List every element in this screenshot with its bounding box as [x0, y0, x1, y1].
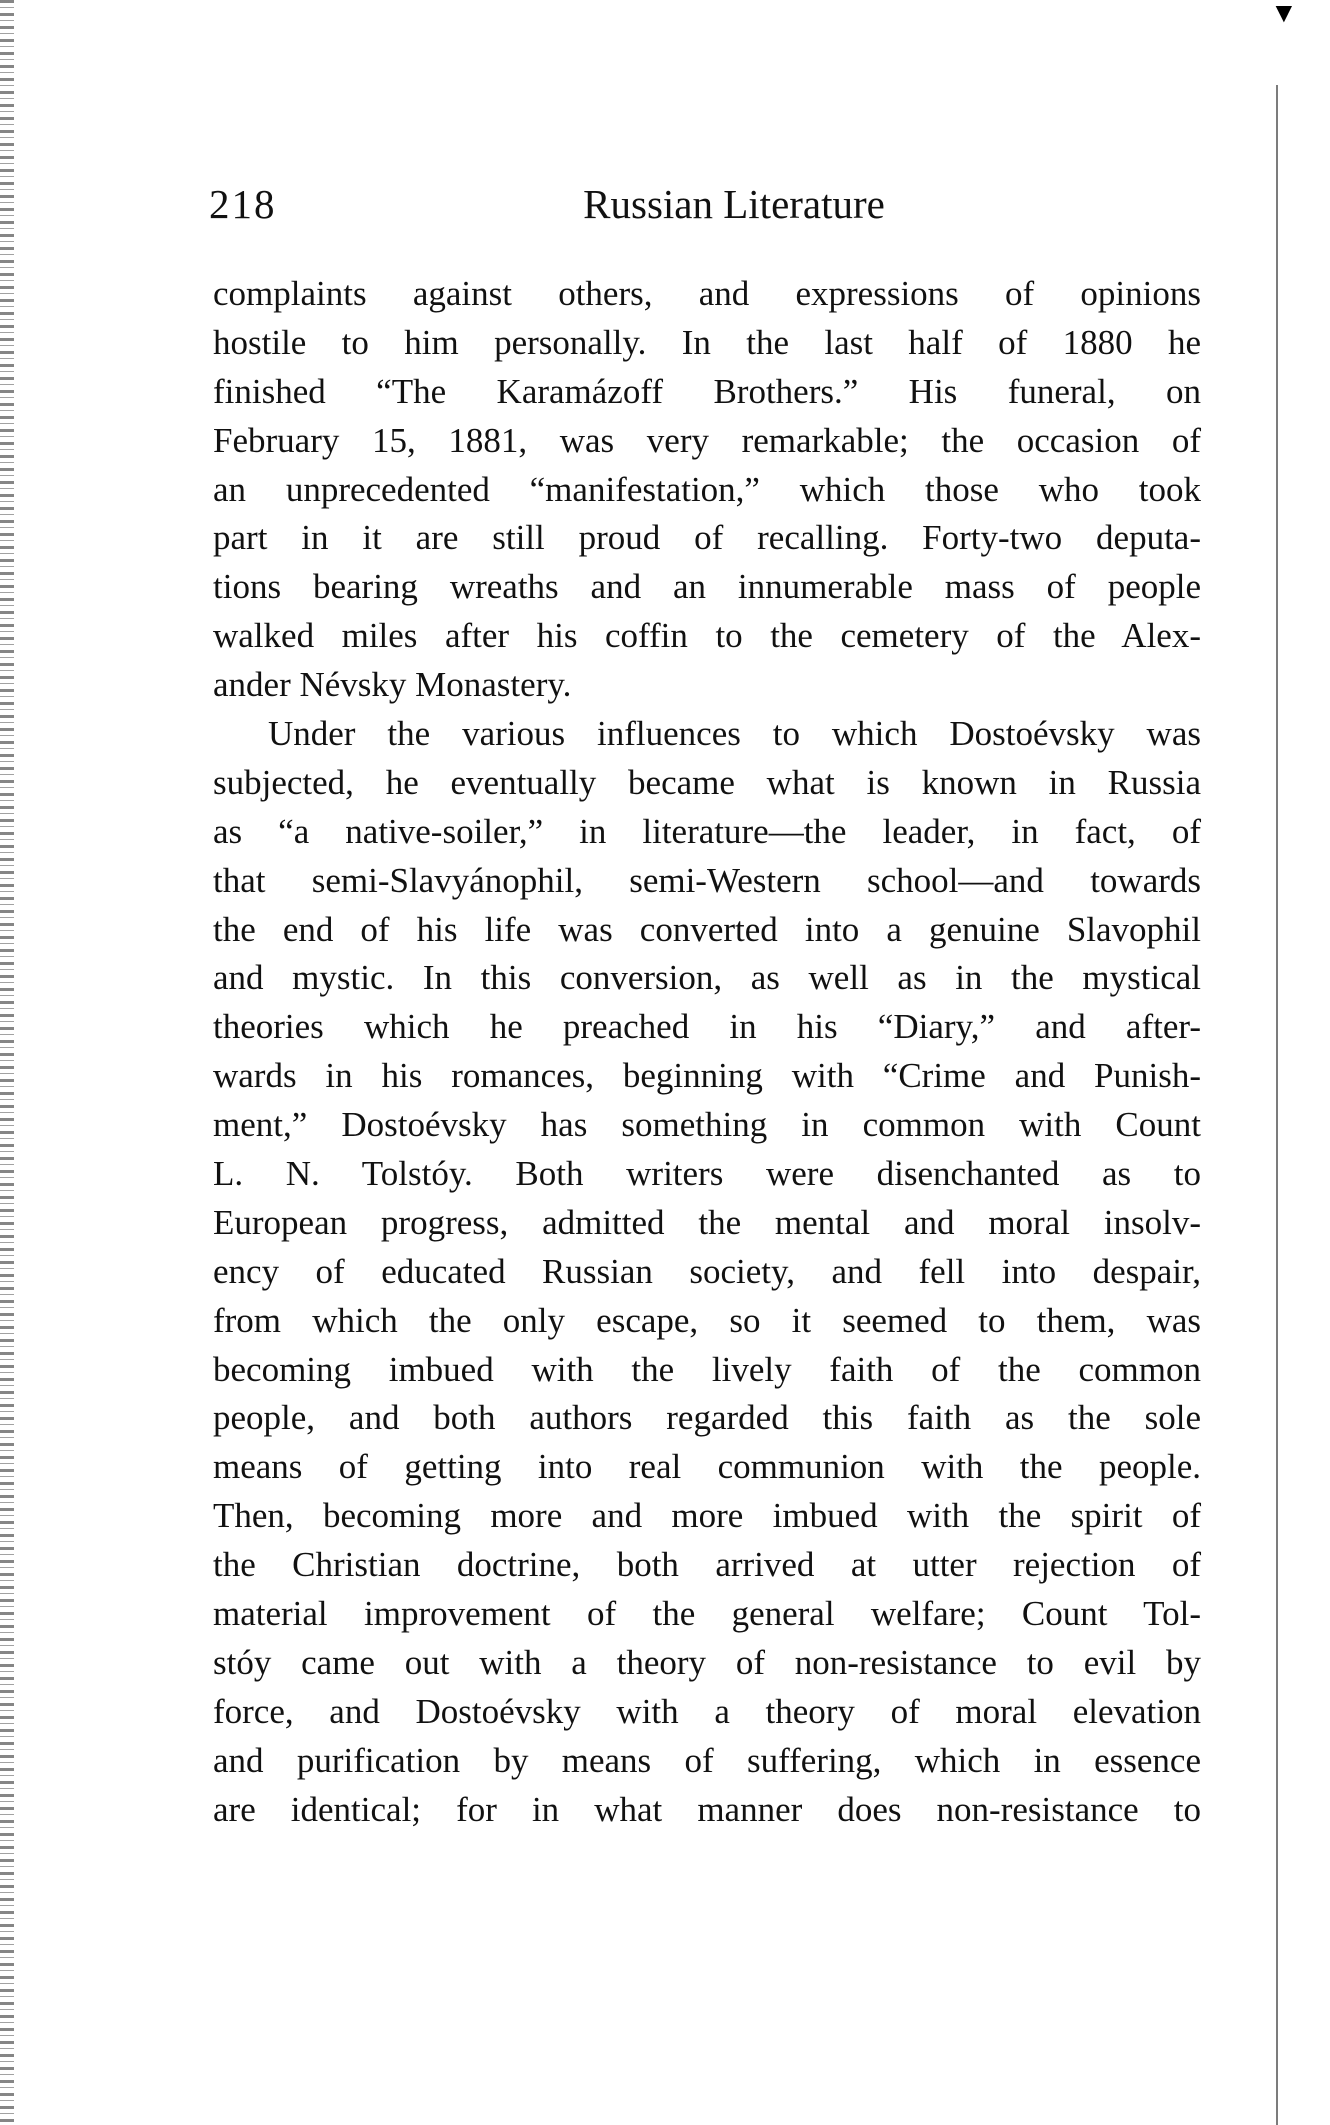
text-line: people, and both authors regarded this faith as the sole [213, 1398, 1201, 1438]
text-line: from which the only escape, so it seemed to them, was [213, 1300, 1201, 1340]
text-line: European progress, admitted the mental and moral insolv- [213, 1202, 1201, 1242]
text-line: ency of educated Russian society, and fell into despair, [213, 1251, 1201, 1291]
text-line: the Christian doctrine, both arrived at utter rejection of [213, 1545, 1201, 1585]
text-line: Under the various influences to which Dostoévsky was [268, 714, 1201, 754]
text-line: February 15, 1881, was very remarkable; the occasion of [213, 420, 1201, 460]
text-line: and purification by means of suffering, which in essence [213, 1740, 1201, 1780]
running-title: Russian Literature [583, 181, 885, 227]
text-line: the end of his life was converted into a genuine Slavophil [213, 909, 1201, 949]
page-number: 218 [209, 181, 277, 227]
text-line: complaints against others, and expressions of opinions [213, 274, 1201, 313]
body-text [213, 270, 1201, 1835]
text-line: force, and Dostoévsky with a theory of moral elevation [213, 1691, 1201, 1731]
text-line: L. N. Tolstóy. Both writers were disenchanted as to [213, 1154, 1201, 1194]
text-line: that semi-Slavyánophil, semi-Western school—and towards [213, 860, 1201, 900]
text-line: Then, becoming more and more imbued with the spirit of [213, 1496, 1201, 1536]
text-line: means of getting into real communion with the people. [213, 1447, 1201, 1487]
page-header [209, 180, 1199, 240]
text-line: subjected, he eventually became what is known in Russia [213, 762, 1201, 802]
scan-edge-left [0, 0, 14, 2125]
text-line: hostile to him personally. In the last half of 1880 he [213, 322, 1201, 362]
text-line: stóy came out with a theory of non-resistance to evil by [213, 1642, 1201, 1682]
scan-corner-mark-icon: ▼ [1270, 0, 1298, 29]
text-line: and mystic. In this conversion, as well as in the mystical [213, 958, 1201, 998]
text-line: becoming imbued with the lively faith of the common [213, 1349, 1201, 1389]
text-line: tions bearing wreaths and an innumerable mass of people [213, 567, 1201, 607]
text-line: are identical; for in what manner does non-resistance to [213, 1789, 1201, 1829]
text-line: wards in his romances, beginning with “Crime and Punish- [213, 1056, 1201, 1096]
text-line: theories which he preached in his “Diary,” and after- [213, 1007, 1201, 1047]
text-line: an unprecedented “manifestation,” which those who took [213, 469, 1201, 509]
paragraph [213, 270, 1201, 710]
text-line: material improvement of the general welfare; Count Tol- [213, 1594, 1201, 1634]
text-line: ment,” Dostoévsky has something in common with Count [213, 1105, 1201, 1145]
paragraph [213, 710, 1201, 1834]
scan-edge-right [1276, 85, 1278, 2125]
text-line: walked miles after his coffin to the cemetery of the Alex- [213, 616, 1201, 656]
text-line: finished “The Karamázoff Brothers.” His funeral, on [213, 371, 1201, 411]
text-line: ander Névsky Monastery. [213, 665, 572, 705]
text-line: part in it are still proud of recalling. Forty-two deputa- [213, 518, 1201, 558]
text-line: as “a native-soiler,” in literature—the leader, in fact, of [213, 811, 1201, 851]
